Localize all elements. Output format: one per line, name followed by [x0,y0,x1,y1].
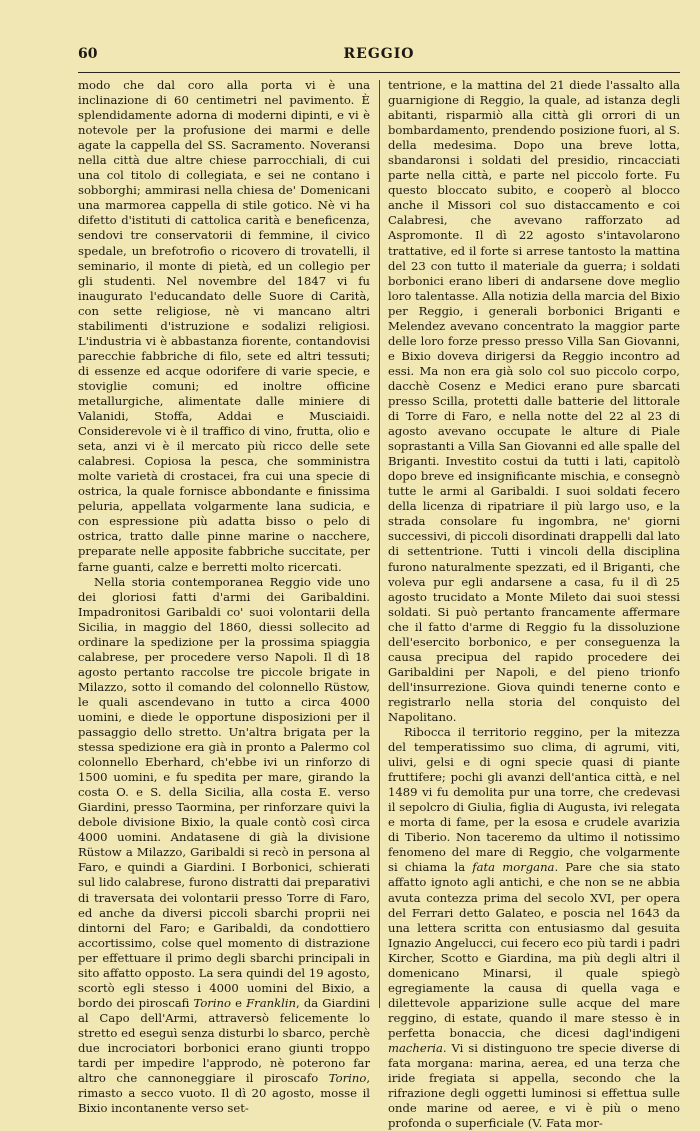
left-paragraph-1: modo che dal coro alla porta vi è una inclinazione di 60 centimetri nel pavimento. È splendidamente adorna di moderni dipinti, e vi è notevole per la profusione dei marmi e delle agate la cappella del SS. Sacramento. Noveransi nella città due altre chiese parrocchiali, di cui una col titolo di collegiata, e sei ne contano i sobborghi; ammirasi nella chiesa de' Domenicani una marmorea cappella di stile gotico. Nè vi ha difetto d'istituti di cattolica carità e beneficenza, sendovi tre conservatorii di femmine, il civico spedale, un brefotrofio o ricovero di trovatelli, il seminario, il monte di pietà, ed un collegio per gli studenti. Nel novembre del 1847 vi fu inaugurato l'educandato delle Suore di Carità, con sette religiose, nè vi mancano altri stabilimenti d'istruzione e sodalizi religiosi. L'industria vi è abbastanza fiorente, contandovisi parecchie fabbriche di filo, sete ed altri tessuti; di essenze ed acque odorifere di varie specie, e stoviglie comuni; ed inoltre officine metallurgiche, alimentate dalle miniere di Valanidi, Stoffa, Addai e Musciaidi. Considerevole vi è il traffico di vino, frutta, olio e seta, anzi vi è il mercato più ricco delle sete calabresi. Copiosa la pesca, che somministra molte varietà di crostacei, fra cui una specie di ostrica, la quale fornisce abbondante e finissima peluria, appellata volgarmente lana sudicia, e con espressione più adatta bisso o pelo di ostrica, tratto dalle pinne marine o nacchere, preparate nelle apposite fabbriche succitate, per farne guanti, calze e berretti molto ricercati. [78,78,370,574]
left-paragraph-2-text-c: , rimasto a secco vuoto. Il dì 20 agosto, mosse il Bixio incontanente verso set- [78,1071,370,1116]
page-number: 60 [78,46,98,62]
left-paragraph-2 [78,575,370,1117]
right-paragraph-2-text-c: . Vi si distinguono tre specie diverse di fata morgana: marina, aerea, ed una terza che iride fregiata si appella, secondo che la rifrazione degli oggetti luminosi si effettua sulle onde marine od aeree, e vi è più o meno profonda o superficiale (V. Fata mor- [388,1041,680,1131]
ship-name-franklin: Franklin [246,995,296,1010]
term-macheria: macheria [388,1041,443,1055]
header-rule [78,72,680,73]
page-header [78,46,680,68]
term-fata-morgana: fata morgana [472,860,555,875]
right-column [388,78,680,1131]
right-paragraph-2-text-b: . Pare che sia stato affatto ignoto agli antichi, e che non se ne abbia avuta contezza prima del secolo XVI, per opera del Ferrari detto Galateo, e poscia nel 1643 da una lettera scritta con entusiasmo dal gesuita Ignazio Angelucci, cui fecero eco più tardi i padri Kircher, Scotto e Giardina, ma più degli altri il domenicano Minarsi, il quale spiegò egregiamente la causa di quella vaga e dilettevole apparizione sulle acque del mare reggino, di estate, quando il mare stesso è in perfetta bonaccia, che dicesi dagl'indigeni [388,860,680,1040]
running-title: REGGIO [343,46,415,62]
conjunction: e [231,995,247,1010]
right-paragraph-2 [388,725,680,1131]
left-paragraph-2-text-b: , da Giardini al Capo dell'Armi, attraversò felicemente lo stretto ed eseguì senza disturbi lo sbarco, perchè due incrociatori borbonici erano giunti troppo tardi per impedire l'approdo, nè poterono far altro che cannoneggiare il piroscafo [78,995,371,1086]
right-paragraph-2-text: Ribocca il territorio reggino, per la mitezza del temperatissimo suo clima, di agrumi, viti, ulivi, gelsi e di ogni specie quasi di piante fruttifere; pochi gli avanzi dell'antica città, e nel 1489 vi fu demolita pur una torre, che credevasi il sepolcro di Giulia, figlia di Augusta, ivi relegata e morta di fame, per la esosa e crudele avarizia di Tiberio. Non taceremo da ultimo il notissimo fenomeno del mare di Reggio, che volgarmente si chiama la [388,725,680,875]
left-paragraph-2-text: Nella storia contemporanea Reggio vide uno dei gloriosi fatti d'armi dei Garibaldini. Impadronitosi Garibaldi co' suoi volontarii della Sicilia, in maggio del 1860, diessi sollecito ad ordinare la spedizione per la prossima spiaggia calabrese, per procedere verso Napoli. Il dì 18 agosto pertanto raccolse tre piccole brigate in Milazzo, sotto il comando del colonnello Rüstow, le quali ascendevano in tutto a circa 4000 uomini, e diede le opportune disposizioni per il passaggio dello stretto. Un'altra brigata per la stessa spedizione era già in pronto a Palermo col colonnello Eberhard, ch'ebbe ivi un rinforzo di 1500 uomini, e fu spedita per mare, girando la costa O. e S. della Sicilia, alla costa E. verso Giardini, presso Taormina, per rinforzare quivi la debole divisione Bixio, la quale contò così circa 4000 uomini. Andatasene di già la divisione Rüstow a Milazzo, Garibaldi si recò in persona al Faro, e quindi a Giardini. I Borbonici, schierati sul lido calabrese, furono distratti dai preparativi di traversata dei volontarii presso Torre di Faro, ed anche da diversi piccoli sbarchi proprii nei dintorni del Faro; e Garibaldi, da condottiero accortissimo, colse quel momento di distrazione per effettuare il primo degli sbarchi principali in sito affatto opposto. La sera quindi del 19 agosto, scortò egli stesso i 4000 uomini del Bixio, a bordo dei piroscafi [78,574,370,1010]
column-divider [379,80,380,1008]
ship-name-torino-2: Torino [328,1071,367,1086]
left-column [78,78,370,1116]
right-paragraph-1: tentrione, e la mattina del 21 diede l'assalto alla guarnigione di Reggio, la quale, ad istanza degli abitanti, risparmiò alla città gli orrori di un bombardamento, prendendo posizione fuori, al S. della medesima. Dopo una breve lotta, sbandaronsi i soldati del presidio, rincacciati parte nella città, e parte nel piccolo forte. Fu questo bloccato subito, e cooperò al blocco anche il Missori col suo distaccamento e coi Calabresi, che avevano rafforzato ad Aspromonte. Il dì 22 agosto s'intavolarono trattative, ed il forte si arrese tantosto la mattina del 23 con tutto il materiale da guerra; i soldati borbonici erano liberi di andarsene dove meglio loro talentasse. Alla notizia della marcia del Bixio per Reggio, i generali borbonici Briganti e Melendez avevano concentrato la maggior parte delle loro forze presso presso Villa San Giovanni, e Bixio doveva dirigersi da Reggio incontro ad essi. Ma non era già solo col suo piccolo corpo, dacchè Cosenz e Medici erano pure sbarcati presso Scilla, protetti dalle batterie del littorale di Torre di Faro, e nella notte del 22 al 23 di agosto avevano occupate le alture di Piale soprastanti a Villa San Giovanni ed alle spalle del Briganti. Investito costui da tutti i lati, capitolò dopo breve ed insignificante mischia, e consegnò tutte le armi al Garibaldi. I suoi soldati fecero della licenza di ripatriare il più largo uso, e la strada consolare fu ingombra, ne' giorni successivi, di piccoli disordinati drappelli dal lato di settentrione. Tutti i vincoli della disciplina furono naturalmente spezzati, ed il Briganti, che voleva pur egli andarsene a casa, fu il dì 25 agosto trucidato a Monte Mileto dai suoi stessi soldati. Si può pertanto francamente affermare che il fatto d'arme di Reggio fu la dissoluzione dell'esercito borbonico, e per conseguenza la causa precipua del rapido procedere dei Garibaldini per Napoli, e del pieno trionfo dell'insurrezione. Giova quindi tenerne conto e registrarlo nella storia del conquisto del Napolitano. [388,78,680,724]
ship-name-torino: Torino [193,995,231,1010]
